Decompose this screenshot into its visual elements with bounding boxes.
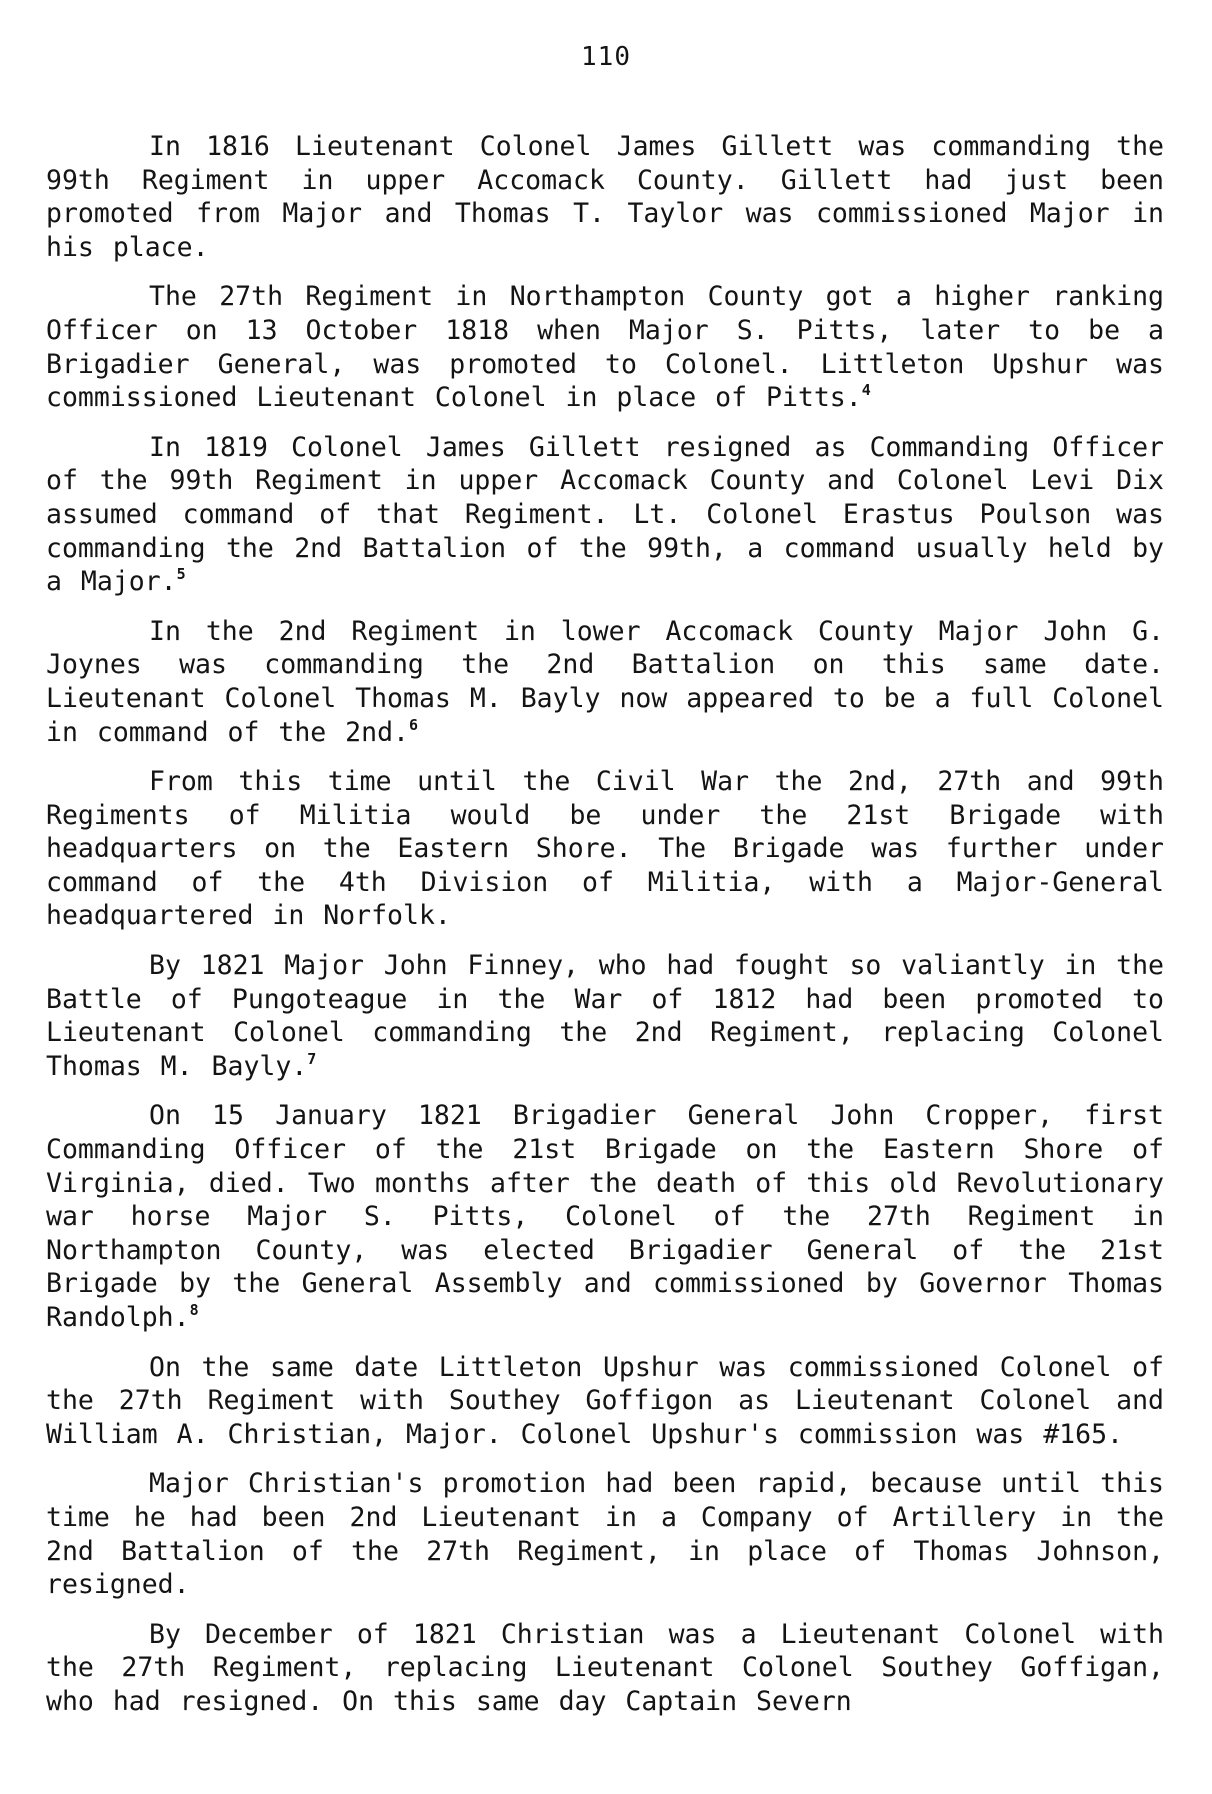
paragraph [46, 431, 1164, 599]
paragraph [46, 1351, 1164, 1452]
footnote-marker: 4 [861, 381, 871, 400]
paragraph [46, 615, 1164, 749]
footnote-marker: 5 [176, 565, 186, 584]
footnote-marker: 6 [409, 715, 419, 734]
paragraph-text: In 1819 Colonel James Gillett resigned as Commanding Officer of the 99th Regiment in upper Accomack County and Colonel Levi Dix assumed command of that Regiment. Lt. Colonel Erastus Poulson was commanding the 2nd Battalion of the 99th, a command usually held by a Major. [46, 431, 1164, 598]
paragraph [46, 765, 1164, 933]
paragraph-text: In 1816 Lieutenant Colonel James Gillett was commanding the 99th Regiment in upper Accomack County. Gillett had just been promoted from Major and Thomas T. Taylor was commissioned Major in his place. [46, 131, 1164, 263]
paragraph-text: By December of 1821 Christian was a Lieutenant Colonel with the 27th Regiment, replacing Lieutenant Colonel Southey Goffigan, who had resigned. On this same day Captain Severn [46, 1618, 1164, 1717]
body-text [46, 130, 1164, 1735]
paragraph [46, 1467, 1164, 1601]
paragraph-text: In the 2nd Regiment in lower Accomack County Major John G. Joynes was commanding the 2nd Battalion on this same date. Lieutenant Colonel Thomas M. Bayly now appeared to be a full Colonel in command of the 2nd. [46, 615, 1164, 748]
paragraph [46, 949, 1164, 1083]
paragraph-text: On the same date Littleton Upshur was commissioned Colonel of the 27th Regiment with Southey Goffigon as Lieutenant Colonel and William A. Christian, Major. Colonel Upshur's commission was #165. [46, 1351, 1164, 1450]
paragraph-text: By 1821 Major John Finney, who had fought so valiantly in the Battle of Pungoteague in the War of 1812 had been promoted to Lieutenant Colonel commanding the 2nd Regiment, replacing Colonel Thomas M. Bayly. [46, 950, 1164, 1082]
page-number: 110 [581, 42, 631, 72]
footnote-marker: 8 [189, 1301, 199, 1319]
paragraph-text: Major Christian's promotion had been rapid, because until this time he had been 2nd Lieutenant in a Company of Artillery in the 2nd Battalion of the 27th Regiment, in place of Thomas Johnson, resigned. [46, 1468, 1164, 1601]
footnote-marker: 7 [307, 1049, 317, 1068]
paragraph [46, 130, 1164, 264]
paragraph-text: From this time until the Civil War the 2nd, 27th and 99th Regiments of Militia would be under the 21st Brigade with headquarters on the Eastern Shore. The Brigade was further under command of the 4th Division of Militia, with a Major-General headquartered in Norfolk. [46, 766, 1164, 932]
paragraph [46, 1099, 1164, 1334]
paragraph [46, 280, 1164, 414]
paragraph-text: On 15 January 1821 Brigadier General John Cropper, first Commanding Officer of the 21st Brigade on the Eastern Shore of Virginia, died. Two months after the death of this old Revolutionary war horse Major S. Pitts, Colonel of the 27th Regiment in Northampton County, was elected Brigadier General of the 21st Brigade by the General Assembly and commissioned by Governor Thomas Randolph. [46, 1100, 1164, 1333]
paragraph-text: The 27th Regiment in Northampton County got a higher ranking Officer on 13 October 1818 when Major S. Pitts, later to be a Brigadier General, was promoted to Colonel. Littleton Upshur was commissioned Lieutenant Colonel in place of Pitts. [46, 281, 1164, 414]
paragraph [46, 1618, 1164, 1719]
